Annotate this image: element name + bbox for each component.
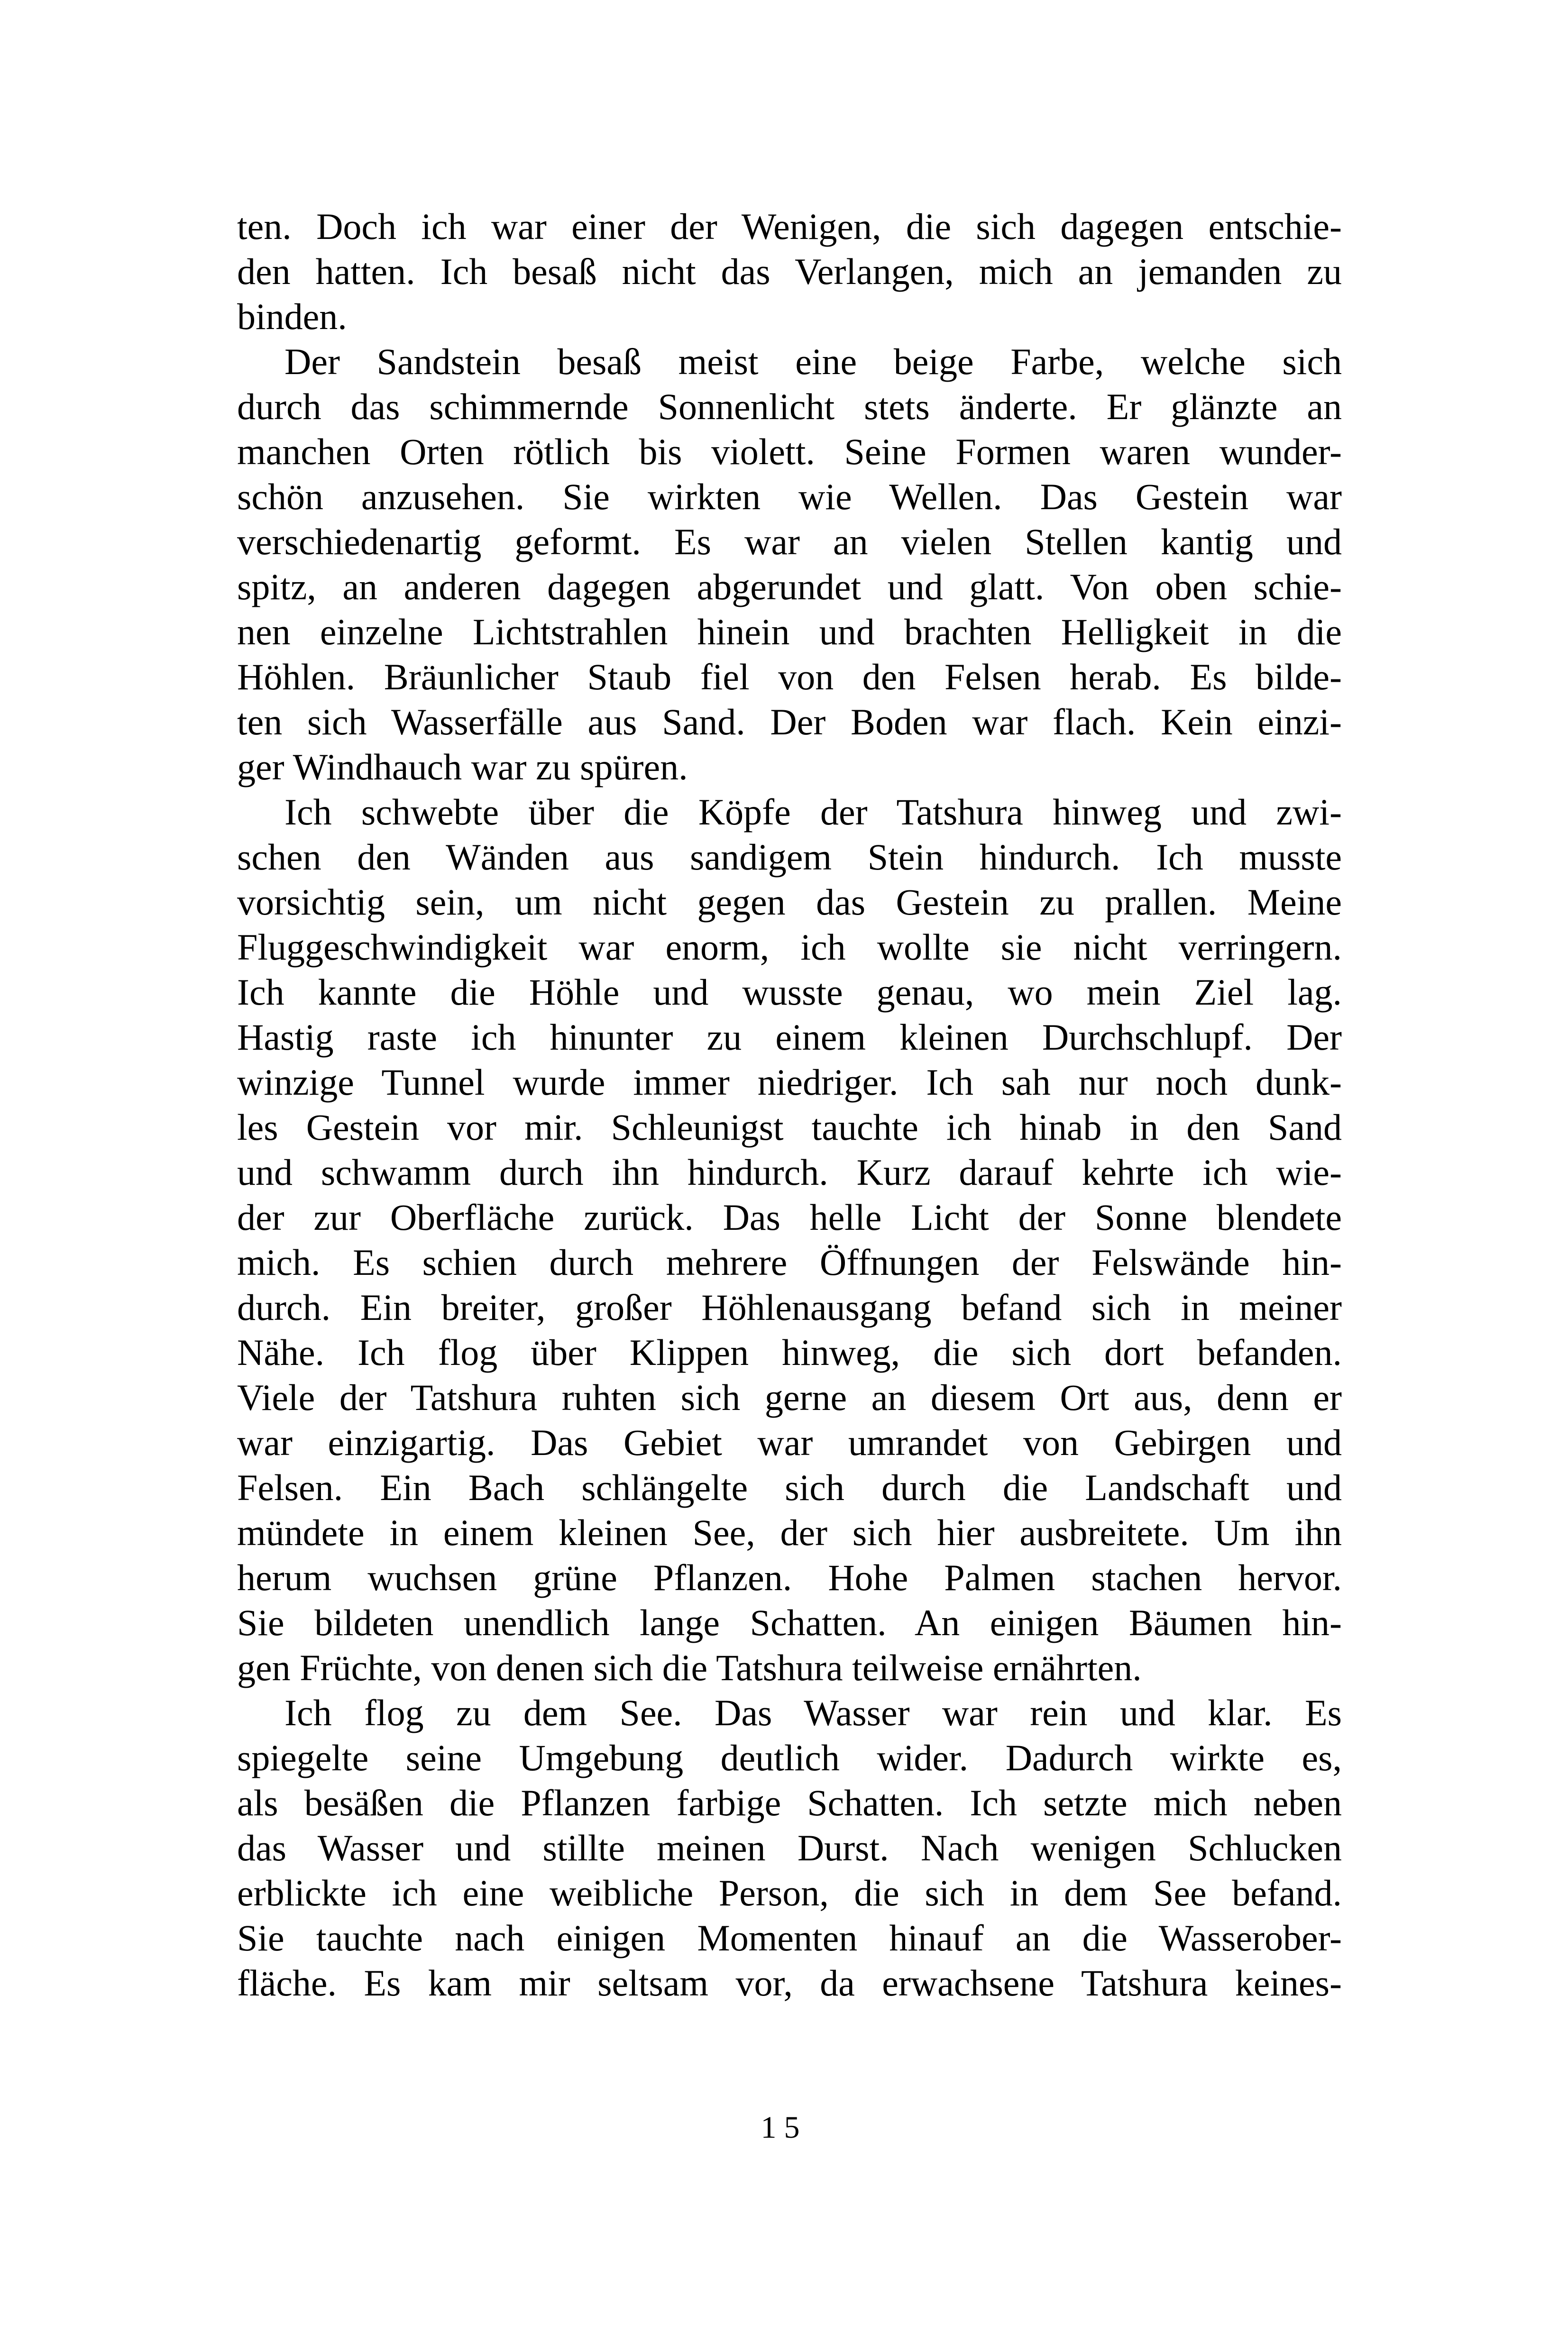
text-line: erblickte ich eine weibliche Person, die sich in dem See befand. xyxy=(237,1872,1342,1913)
text-line: Ich flog zu dem See. Das Wasser war rein und klar. Es xyxy=(284,1692,1342,1733)
text-line: winzige Tunnel wurde immer niedriger. Ich sah nur noch dunk- xyxy=(237,1062,1342,1103)
text-line: fläche. Es kam mir seltsam vor, da erwachsene Tatshura keines- xyxy=(237,1962,1342,2004)
text-line: als besäßen die Pflanzen farbige Schatten. Ich setzte mich neben xyxy=(237,1782,1342,1823)
text-line: les Gestein vor mir. Schleunigst tauchte ich hinab in den Sand xyxy=(237,1107,1342,1148)
text-line: Felsen. Ein Bach schlängelte sich durch die Landschaft und xyxy=(237,1467,1342,1508)
text-line: nen einzelne Lichtstrahlen hinein und brachten Helligkeit in die xyxy=(237,611,1342,652)
text-line: Höhlen. Bräunlicher Staub fiel von den Felsen herab. Es bilde- xyxy=(237,656,1342,697)
text-line: den hatten. Ich besaß nicht das Verlangen, mich an jemanden zu xyxy=(237,251,1342,292)
text-line: Nähe. Ich flog über Klippen hinweg, die sich dort befanden. xyxy=(237,1332,1342,1373)
text-line: der zur Oberfläche zurück. Das helle Licht der Sonne blendete xyxy=(237,1197,1342,1238)
text-line: manchen Orten rötlich bis violett. Seine Formen waren wunder- xyxy=(237,431,1342,472)
text-line: spitz, an anderen dagegen abgerundet und glatt. Von oben schie- xyxy=(237,566,1342,607)
text-line: war einzigartig. Das Gebiet war umrandet von Gebirgen und xyxy=(237,1422,1342,1463)
text-block xyxy=(237,204,1342,2005)
text-line: und schwamm durch ihn hindurch. Kurz darauf kehrte ich wie- xyxy=(237,1152,1342,1193)
text-line: Fluggeschwindigkeit war enorm, ich wollte sie nicht verringern. xyxy=(237,926,1342,968)
text-line: herum wuchsen grüne Pflanzen. Hohe Palmen stachen hervor. xyxy=(237,1557,1342,1598)
text-line: Hastig raste ich hinunter zu einem kleinen Durchschlupf. Der xyxy=(237,1016,1342,1058)
text-line: Sie bildeten unendlich lange Schatten. An einigen Bäumen hin- xyxy=(237,1602,1342,1643)
text-line: mich. Es schien durch mehrere Öffnungen der Felswände hin- xyxy=(237,1242,1342,1283)
text-line: ten. Doch ich war einer der Wenigen, die sich dagegen entschie- xyxy=(237,206,1342,247)
text-line: Der Sandstein besaß meist eine beige Farbe, welche sich xyxy=(284,341,1342,382)
text-line: binden. xyxy=(237,296,347,337)
text-line: schön anzusehen. Sie wirkten wie Wellen. Das Gestein war xyxy=(237,476,1342,517)
text-line: verschiedenartig geformt. Es war an vielen Stellen kantig und xyxy=(237,521,1342,562)
text-line: das Wasser und stillte meinen Durst. Nach wenigen Schlucken xyxy=(237,1827,1342,1868)
text-line: Viele der Tatshura ruhten sich gerne an diesem Ort aus, denn er xyxy=(237,1377,1342,1418)
text-line: Sie tauchte nach einigen Momenten hinauf an die Wasserober- xyxy=(237,1917,1342,1958)
text-line: spiegelte seine Umgebung deutlich wider. Dadurch wirkte es, xyxy=(237,1737,1342,1778)
text-line: durch das schimmernde Sonnenlicht stets änderte. Er glänzte an xyxy=(237,386,1342,427)
text-line: Ich kannte die Höhle und wusste genau, wo mein Ziel lag. xyxy=(237,971,1342,1013)
text-line: Ich schwebte über die Köpfe der Tatshura hinweg und zwi- xyxy=(284,791,1342,833)
text-line: ten sich Wasserfälle aus Sand. Der Boden war flach. Kein einzi- xyxy=(237,701,1342,742)
text-line: gen Früchte, von denen sich die Tatshura teilweise ernährten. xyxy=(237,1647,1142,1688)
text-line: ger Windhauch war zu spüren. xyxy=(237,746,688,787)
text-line: vorsichtig sein, um nicht gegen das Gestein zu prallen. Meine xyxy=(237,881,1342,923)
text-line: schen den Wänden aus sandigem Stein hindurch. Ich musste xyxy=(237,836,1342,878)
text-line: mündete in einem kleinen See, der sich hier ausbreitete. Um ihn xyxy=(237,1512,1342,1553)
text-line: durch. Ein breiter, großer Höhlenausgang befand sich in meiner xyxy=(237,1287,1342,1328)
page-number: 15 xyxy=(761,2110,807,2145)
